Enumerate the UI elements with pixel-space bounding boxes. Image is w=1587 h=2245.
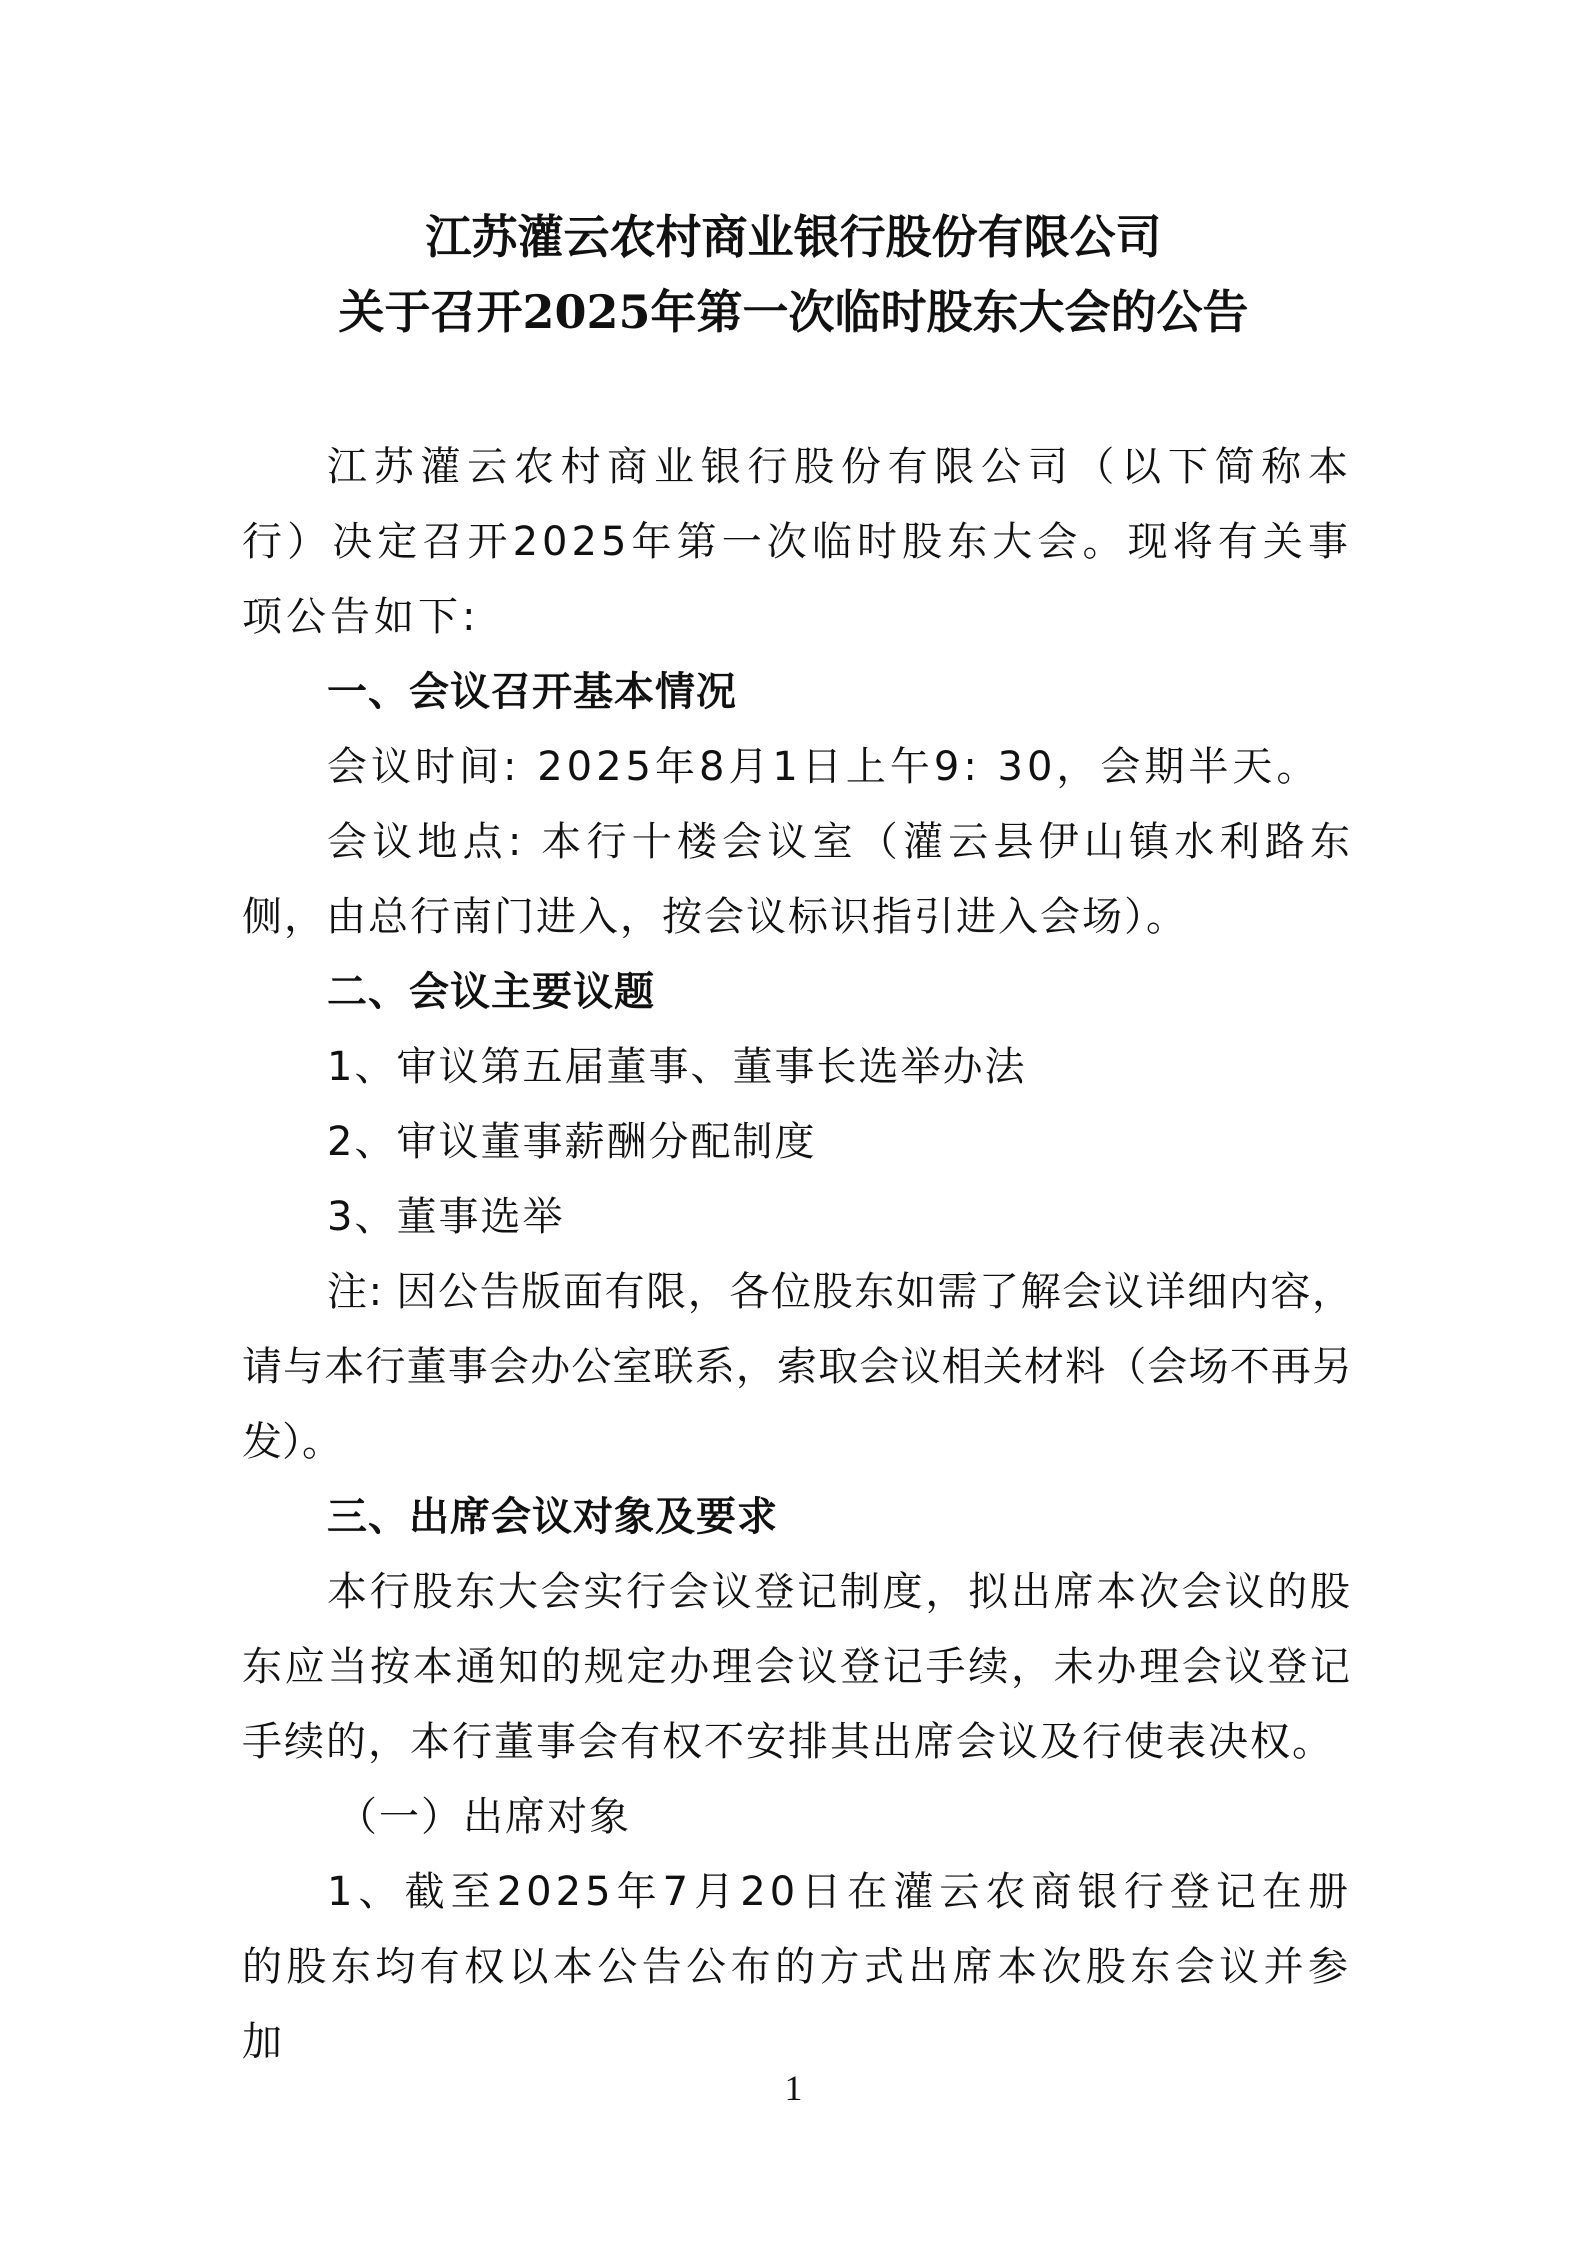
- registration-paragraph: 本行股东大会实行会议登记制度，拟出席本次会议的股东应当按本通知的规定办理会议登记手续，未办理会议登记手续的，本行董事会有权不安排其出席会议及行使表决权。: [242, 1569, 1352, 1765]
- agenda-item-1: 1、审议第五届董事、董事长选举办法: [327, 1044, 1027, 1090]
- meeting-location: 会议地点: 本行十楼会议室（灌云县伊山镇水利路东侧，由总行南门进入，按会议标识指引进入会场）。: [242, 819, 1352, 940]
- section-1-heading: 一、会议召开基本情况: [327, 669, 737, 715]
- intro-paragraph: 江苏灌云农村商业银行股份有限公司（以下简称本行）决定召开2025年第一次临时股东大会。现将有关事项公告如下:: [242, 444, 1352, 640]
- agenda-item-3: 3、董事选举: [327, 1194, 565, 1240]
- document-title-line-1: 江苏灌云农村商业银行股份有限公司: [425, 210, 1162, 264]
- document-title-line-2: 关于召开2025年第一次临时股东大会的公告: [338, 285, 1249, 339]
- section-3-heading: 三、出席会议对象及要求: [327, 1494, 778, 1540]
- document-body: [242, 430, 1352, 2080]
- attendee-item-1: 1、截至2025年7月20日在灌云农商银行登记在册的股东均有权以本公告公布的方式出席本次股东会议并参加: [242, 1869, 1352, 2065]
- meeting-time: 会议时间: 2025年8月1日上午9: 30，会期半天。: [327, 744, 1321, 790]
- agenda-note: 注: 因公告版面有限，各位股东如需了解会议详细内容，请与本行董事会办公室联系，索取会议相关材料（会场不再另发）。: [242, 1269, 1352, 1465]
- agenda-item-2: 2、审议董事薪酬分配制度: [327, 1119, 817, 1165]
- section-2-heading: 二、会议主要议题: [327, 969, 655, 1015]
- page-number: 1: [784, 2068, 803, 2108]
- attendee-subheading: （一）出席对象: [337, 1794, 631, 1840]
